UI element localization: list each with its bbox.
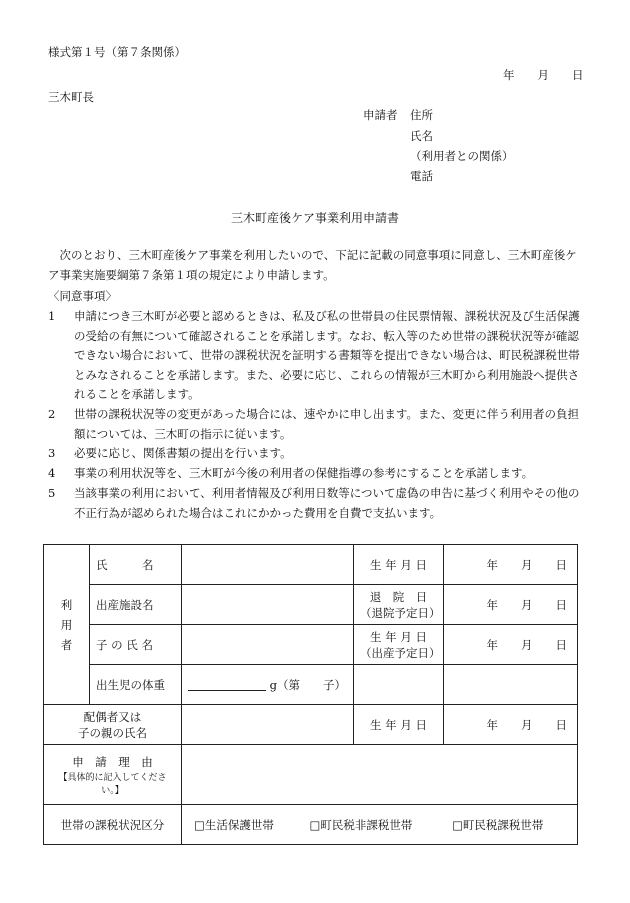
birth-date-label: 生 年 月 日 <box>354 545 444 585</box>
discharge-date-field[interactable]: 年 月 日 <box>444 585 578 625</box>
consent-item <box>48 464 588 484</box>
name-label: 氏 名 <box>90 545 182 585</box>
child-birth-label: 生 年 月 日 （出産予定日） <box>354 625 444 665</box>
discharge-label: 退 院 日 （退院予定日） <box>354 585 444 625</box>
child-birth-date-field[interactable]: 年 月 日 <box>444 625 578 665</box>
birth-date-field[interactable]: 年 月 日 <box>444 545 578 585</box>
facility-label: 出産施設名 <box>90 585 182 625</box>
applicant-label: 申請者 <box>363 108 398 122</box>
consent-item <box>48 307 588 405</box>
applicant-relation-label: （利用者との関係） <box>410 149 514 163</box>
tax-status-options <box>182 805 578 845</box>
user-group-label: 利 用 者 <box>44 545 90 705</box>
spouse-birth-date-field[interactable]: 年 月 日 <box>444 705 578 745</box>
consent-item-text: 世帯の課税状況等の変更があった場合には、速やかに申し出ます。また、変更に伴う利用者の負担額については、三木町の指示に従います。 <box>74 407 579 441</box>
facility-field[interactable] <box>182 585 354 625</box>
consent-item-text: 申請につき三木町が必要と認めるときは、私及び私の世帯員の住民票情報、課税状況及び生活保護の受給の有無について確認されることを承諾します。なお、転入等のため世帯の課税状況等が確認できない場合において、世帯の課税状況を証明する書類等を提出できない場合は、町民税課税世帯とみなされることを承諾します。また、必要に応じ、これらの情報が三木町から利用施設へ提供されることを承諾します。 <box>74 309 580 401</box>
weight-label: 出生児の体重 <box>90 665 182 705</box>
reason-label: 申 請 理 由 【具体的に記入してください。】 <box>44 745 182 805</box>
consent-item <box>48 484 588 523</box>
document-title: 三木町産後ケア事業利用申請書 <box>230 211 399 225</box>
option-welfare[interactable]: □生活保護世帯 <box>194 817 274 832</box>
consent-item <box>48 405 588 444</box>
option-non-taxable[interactable]: □町民税非課税世帯 <box>309 817 413 832</box>
name-field[interactable] <box>182 545 354 585</box>
child-name-field[interactable] <box>182 625 354 665</box>
reason-note: 【具体的に記入してください。】 <box>58 772 167 796</box>
consent-item-text: 必要に応じ、関係書類の提出を行います。 <box>74 446 292 460</box>
child-name-label: 子 の 氏 名 <box>90 625 182 665</box>
tax-status-label: 世帯の課税状況区分 <box>44 805 182 845</box>
reason-field[interactable] <box>182 745 578 805</box>
consent-item <box>48 444 588 464</box>
intro-paragraph: 次のとおり、三木町産後ケア事業を利用したいので、下記に記載の同意事項に同意し、三木町産後ケア事業実施要綱第７条第１項の規定により申請します。 <box>48 248 577 282</box>
form-number: 様式第１号（第７条関係） <box>48 45 186 59</box>
applicant-phone-label: 電話 <box>410 169 433 183</box>
consent-item-text: 事業の利用状況等を、三木町が今後の利用者の保健指導の参考にすることを承諾します。 <box>74 466 534 480</box>
applicant-name-label: 氏名 <box>410 129 433 143</box>
date-line: 年 月 日 <box>503 68 584 82</box>
weight-unit: g（第 子） <box>269 677 347 692</box>
spouse-name-field[interactable] <box>182 705 354 745</box>
application-table <box>43 544 578 845</box>
consent-heading: 〈同意事項〉 <box>48 289 117 303</box>
applicant-address-label: 住所 <box>410 108 433 122</box>
consent-item-number: 1 <box>48 309 56 323</box>
spouse-label: 配偶者又は 子の親の氏名 <box>44 705 182 745</box>
option-taxable[interactable]: □町民税課税世帯 <box>452 817 544 832</box>
consent-item-number: 4 <box>48 466 56 480</box>
consent-item-number: 5 <box>48 486 56 500</box>
consent-item-text: 当該事業の利用において、利用者情報及び利用日数等について虚偽の申告に基づく利用やその他の不正行為が認められた場合はこれにかかった費用を自費で支払います。 <box>74 486 580 520</box>
spouse-birth-label: 生 年 月 日 <box>354 705 444 745</box>
weight-field[interactable] <box>182 665 354 705</box>
addressee: 三木町長 <box>48 90 94 104</box>
consent-item-number: 2 <box>48 407 56 421</box>
consent-item-number: 3 <box>48 446 56 460</box>
